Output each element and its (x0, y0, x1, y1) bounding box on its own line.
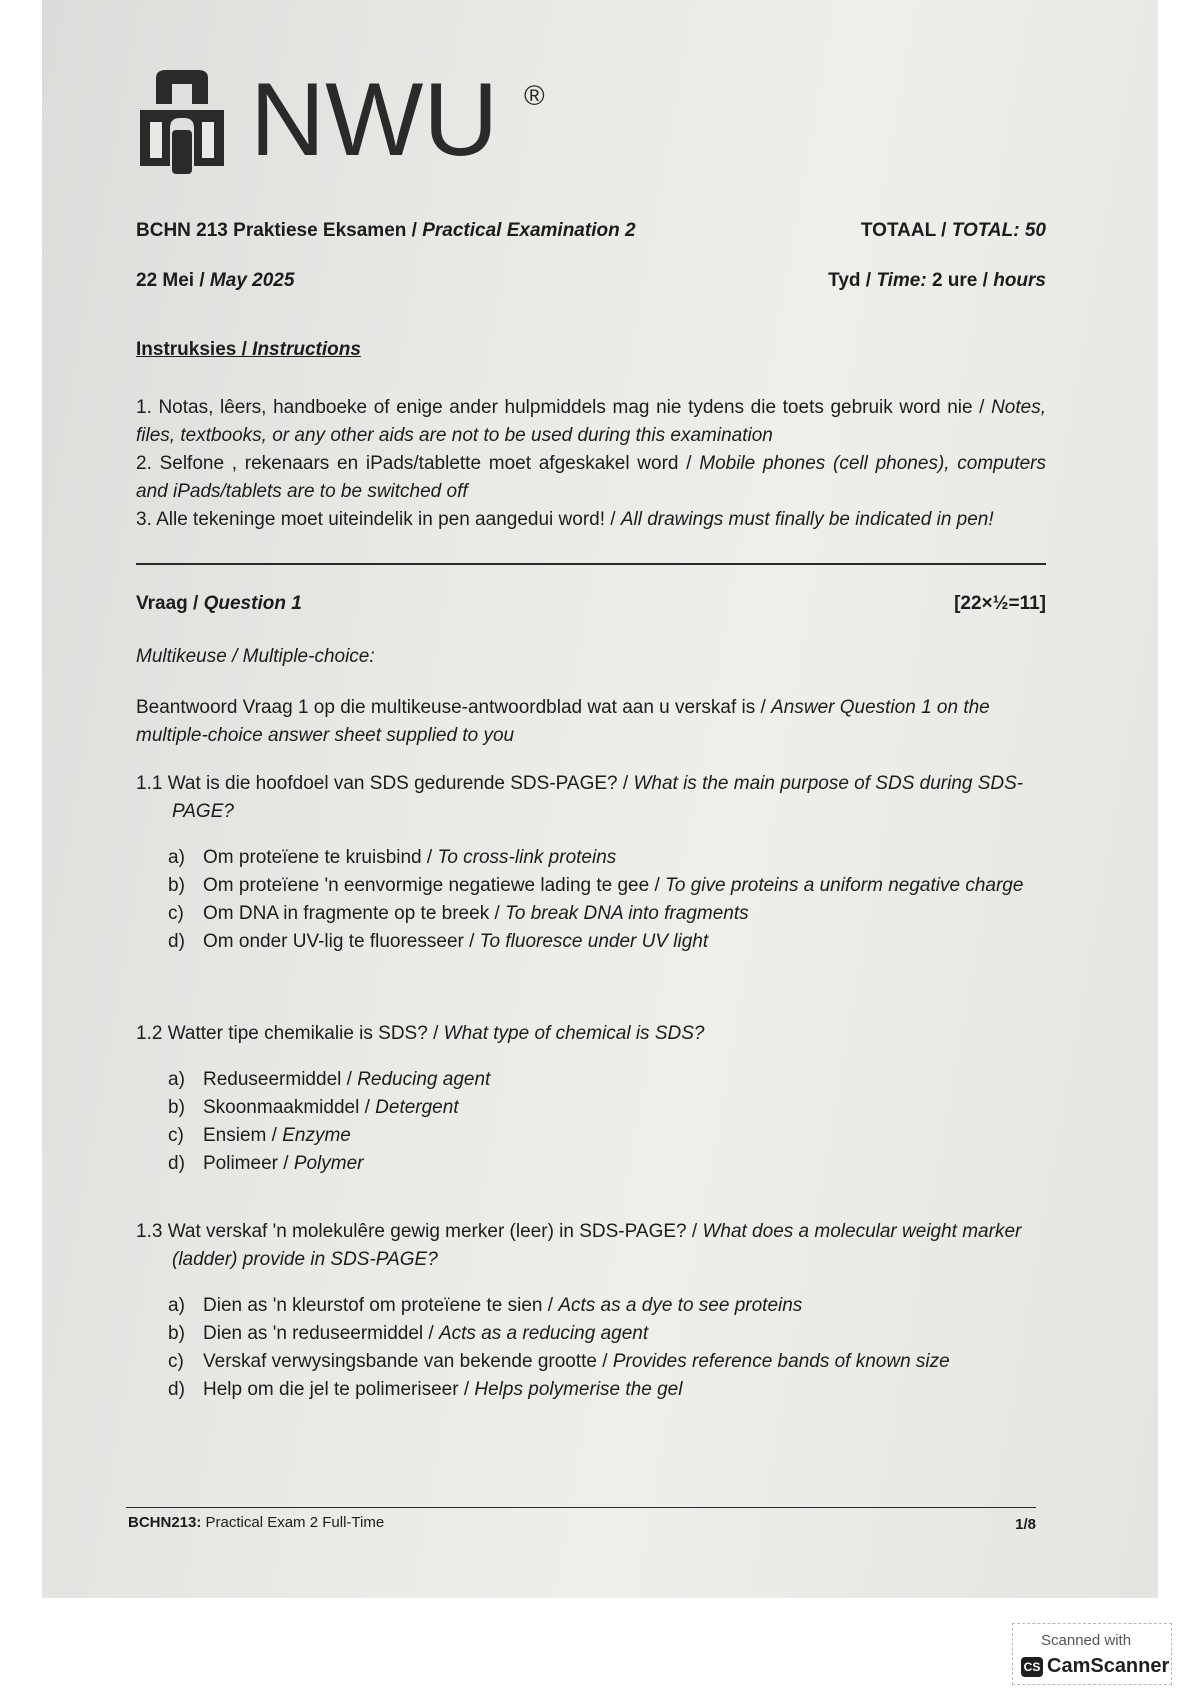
page-number: 1/8 (1015, 1516, 1036, 1533)
answer-options (136, 1066, 1046, 1178)
course-title: BCHN 213 Praktiese Eksamen / Practical Examination 2 (136, 220, 636, 241)
total-marks: TOTAAL / TOTAL: 50 (860, 220, 1046, 241)
option-a: a) Reduseermiddel / Reducing agent (168, 1069, 491, 1090)
option-b: b) Skoonmaakmiddel / Detergent (168, 1097, 459, 1118)
exam-time: Tyd / Time: 2 ure / hours (828, 270, 1046, 291)
scanner-caption: Scanned with (1041, 1632, 1132, 1649)
camscanner-watermark (1012, 1623, 1172, 1685)
option-a: a) Om proteïene te kruisbind / To cross-link proteins (168, 847, 617, 868)
section-divider (136, 563, 1046, 565)
footer-course: BCHN213: Practical Exam 2 Full-Time (128, 1514, 385, 1531)
option-b: b) Om proteïene 'n eenvormige negatiewe lading te gee / To give proteins a uniform negative charge (168, 875, 1024, 896)
instructions-heading: Instruksies / Instructions (136, 339, 361, 360)
option-c: c) Ensiem / Enzyme (168, 1125, 351, 1146)
question-text: 1.3 Wat verskaf 'n molekulêre gewig merker (leer) in SDS-PAGE? / What does a molecular weight marker (ladder) provide in SDS-PAGE? (136, 1221, 1022, 1270)
header-row-date (136, 270, 1046, 292)
option-d: d) Help om die jel te polimeriseer / Helps polymerise the gel (168, 1379, 683, 1400)
brand-name: NWU (250, 62, 499, 178)
question-1-2 (136, 1020, 1046, 1178)
footer-divider (126, 1507, 1036, 1508)
question-1-marks: [22×½=11] (954, 593, 1046, 614)
question-text: 1.2 Watter tipe chemikalie is SDS? / What type of chemical is SDS? (136, 1023, 705, 1044)
nwu-logo (132, 62, 592, 186)
instruction-item: 1. Notas, lêers, handboeke of enige ander hulpmiddels mag nie tydens die toets gebruik word nie / Notes, files, textbooks, or any other aids are not to be used during this examination (136, 397, 1046, 446)
answer-instruction: Beantwoord Vraag 1 op die multikeuse-antwoordblad wat aan u verskaf is / Answer Question 1 on the multiple-choice answer sheet supplied to you (136, 697, 990, 746)
instructions-list (136, 394, 1046, 534)
nwu-emblem-icon (132, 70, 232, 178)
instruction-item: 2. Selfone , rekenaars en iPads/tablette moet afgeskakel word / Mobile phones (cell phones), computers and iPads/tablets are to be switched off (136, 453, 1046, 502)
option-c: c) Om DNA in fragmente op te breek / To break DNA into fragments (168, 903, 749, 924)
option-d: d) Om onder UV-lig te fluoresseer / To fluoresce under UV light (168, 931, 709, 952)
answer-options (136, 844, 1046, 956)
option-b: b) Dien as 'n reduseermiddel / Acts as a reducing agent (168, 1323, 649, 1344)
instruction-item: 3. Alle tekeninge moet uiteindelik in pen aangedui word! / All drawings must finally be indicated in pen! (136, 509, 994, 530)
scanner-brand: CamScanner (1047, 1655, 1170, 1677)
exam-date: 22 Mei / May 2025 (136, 270, 295, 291)
header-row-course (136, 220, 1046, 242)
question-1-3 (136, 1218, 1046, 1404)
option-c: c) Verskaf verwysingsbande van bekende grootte / Provides reference bands of known size (168, 1351, 950, 1372)
question-text: 1.1 Wat is die hoofdoel van SDS gedurende SDS-PAGE? / What is the main purpose of SDS during SDS-PAGE? (136, 773, 1024, 822)
registered-mark: ® (524, 80, 545, 111)
answer-options (136, 1292, 1046, 1404)
camscanner-icon: CS (1021, 1657, 1043, 1677)
option-a: a) Dien as 'n kleurstof om proteïene te sien / Acts as a dye to see proteins (168, 1295, 803, 1316)
question-1-heading: Vraag / Question 1 [22×½=11] (136, 593, 1046, 614)
question-1-1 (136, 770, 1046, 956)
option-d: d) Polimeer / Polymer (168, 1153, 364, 1174)
question-type-label: Multikeuse / Multiple-choice: (136, 646, 375, 667)
